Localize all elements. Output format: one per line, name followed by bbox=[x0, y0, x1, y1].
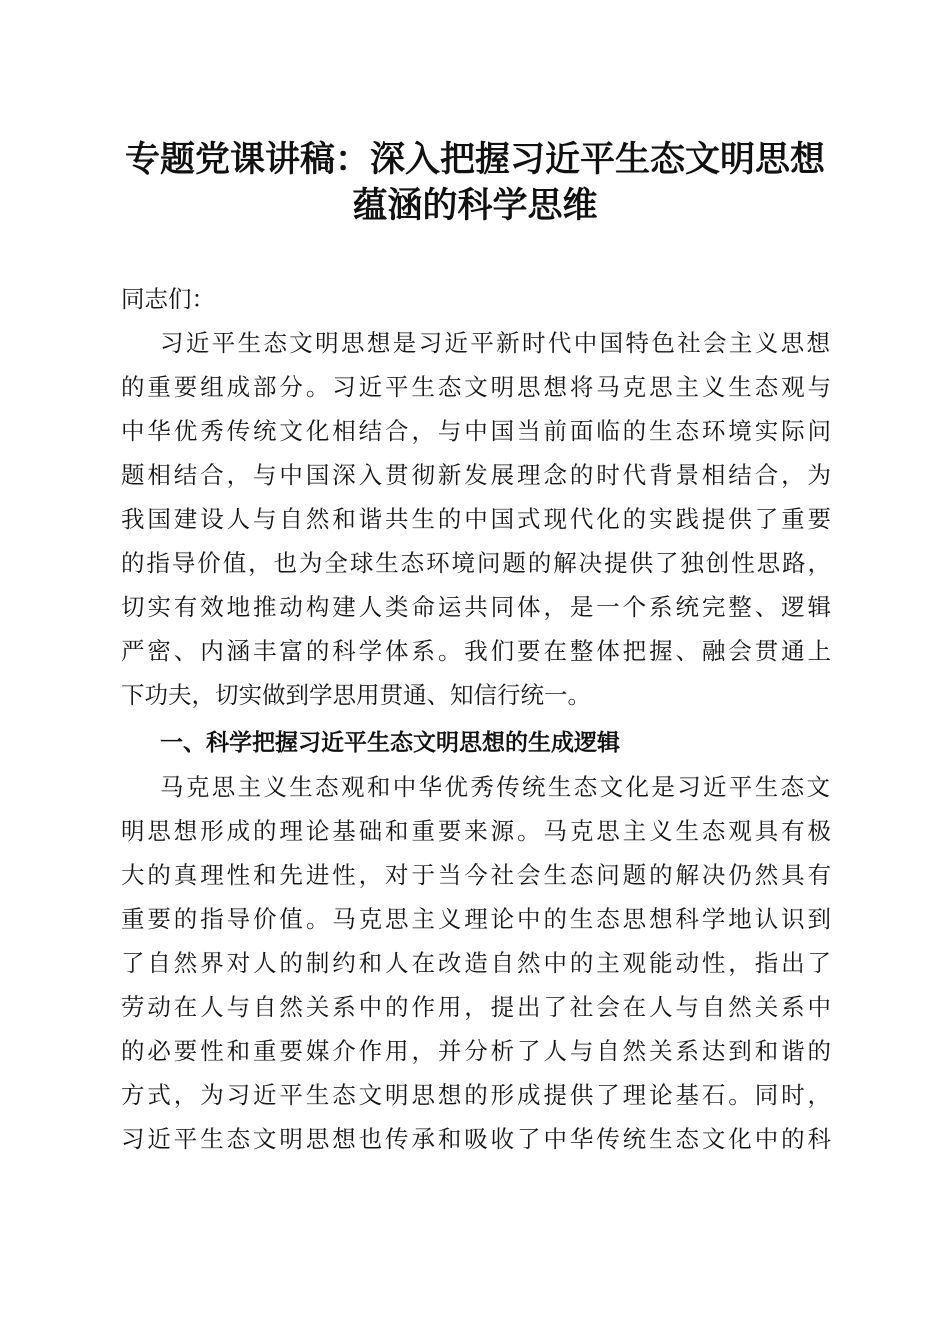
paragraph-line: 方式，为习近平生态文明思想的形成提供了理论基石。同时， bbox=[121, 1081, 831, 1109]
paragraph-line: 我国建设人与自然和谐共生的中国式现代化的实践提供了重要 bbox=[121, 505, 831, 533]
paragraph-line: 明思想形成的理论基础和重要来源。马克思主义生态观具有极 bbox=[121, 817, 831, 845]
paragraph-line: 习近平生态文明思想是习近平新时代中国特色社会主义思想 bbox=[160, 329, 830, 357]
paragraph-line: 下功夫，切实做到学思用贯通、知信行统一。 bbox=[121, 681, 591, 709]
paragraph-line: 的重要组成部分。习近平生态文明思想将马克思主义生态观与 bbox=[121, 373, 831, 401]
paragraph-line: 习近平生态文明思想也传承和吸收了中华传统生态文化中的科 bbox=[121, 1125, 831, 1153]
paragraph-line: 劳动在人与自然关系中的作用，提出了社会在人与自然关系中 bbox=[121, 993, 831, 1021]
document-title-line-2: 蕴涵的科学思维 bbox=[352, 185, 598, 226]
paragraph-line: 马克思主义生态观和中华优秀传统生态文化是习近平生态文 bbox=[160, 773, 830, 801]
paragraph-line: 的必要性和重要媒介作用，并分析了人与自然关系达到和谐的 bbox=[121, 1037, 831, 1065]
paragraph-line: 题相结合，与中国深入贯彻新发展理念的时代背景相结合，为 bbox=[121, 461, 831, 489]
paragraph-line: 大的真理性和先进性，对于当今社会生态问题的解决仍然具有 bbox=[121, 861, 831, 889]
section-heading: 一、科学把握习近平生态文明思想的生成逻辑 bbox=[160, 730, 620, 756]
paragraph-line: 中华优秀传统文化相结合，与中国当前面临的生态环境实际问 bbox=[121, 417, 831, 445]
paragraph-line: 的指导价值，也为全球生态环境问题的解决提供了独创性思路， bbox=[121, 549, 831, 577]
paragraph-line: 了自然界对人的制约和人在改造自然中的主观能动性，指出了 bbox=[121, 949, 831, 977]
paragraph-line: 重要的指导价值。马克思主义理论中的生态思想科学地认识到 bbox=[121, 905, 831, 933]
document-title-line-1: 专题党课讲稿：深入把握习近平生态文明思想 bbox=[124, 139, 825, 180]
paragraph-line: 切实有效地推动构建人类命运共同体，是一个系统完整、逻辑 bbox=[121, 593, 831, 621]
paragraph-line: 严密、内涵丰富的科学体系。我们要在整体把握、融会贯通上 bbox=[121, 637, 831, 665]
salutation: 同志们： bbox=[121, 285, 215, 313]
